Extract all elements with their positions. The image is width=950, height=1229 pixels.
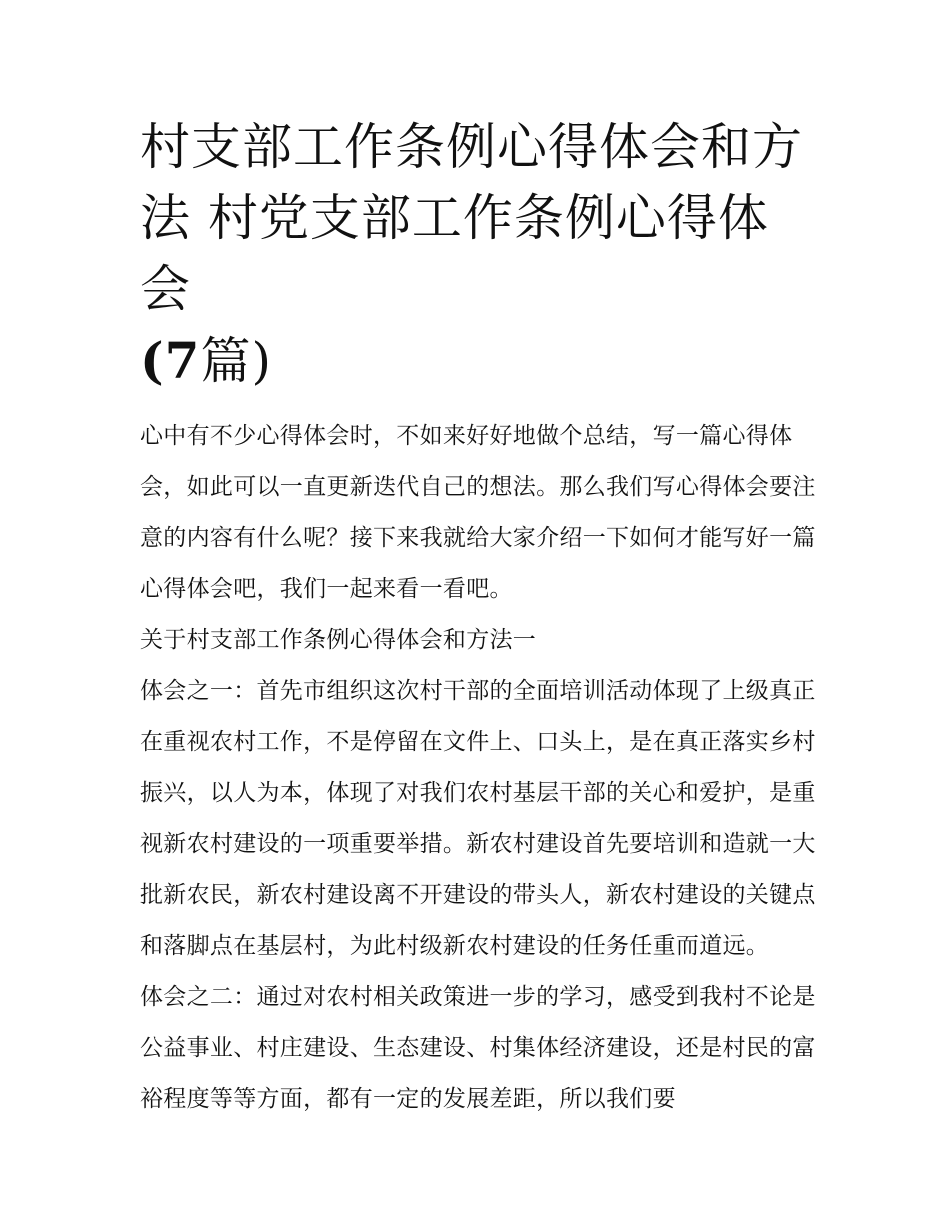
title-line-2: 法 村党支部工作条例心得体会 (140, 189, 769, 318)
intro-paragraph: 心中有不少心得体会时，不如来好好地做个总结，写一篇心得体会，如此可以一直更新迭代自己的想法。那么我们写心得体会要注意的内容有什么呢？接下来我就给大家介绍一下如何才能写好一篇心得体会吧，我们一起来看一看吧。 (140, 423, 816, 602)
body-paragraph-1: 体会之一：首先市组织这次村干部的全面培训活动体现了上级真正在重视农村工作，不是停留在文件上、口头上，是在真正落实乡村振兴，以人为本，体现了对我们农村基层干部的关心和爱护，是重视新农村建设的一项重要举措。新农村建设首先要培训和造就一大批新农民，新农村建设离不开建设的带头人，新农村建设的关键点和落脚点在基层村，为此村级新农村建设的任务任重而道远。 (140, 678, 816, 959)
title-line-3-open: ( (140, 331, 165, 390)
document-title (140, 112, 816, 397)
title-line-3-number: 7 (164, 331, 201, 390)
document-body (140, 112, 816, 1125)
title-line-3-rest: 篇) (200, 332, 272, 390)
body-paragraph-2: 体会之二：通过对农村相关政策进一步的学习，感受到我村不论是公益事业、村庄建设、生态建设、村集体经济建设，还是村民的富裕程度等等方面，都有一定的发展差距，所以我们要 (140, 984, 816, 1112)
section-heading: 关于村支部工作条例心得体会和方法一 (140, 627, 537, 653)
title-line-1: 村支部工作条例心得体会和方 (140, 118, 803, 176)
